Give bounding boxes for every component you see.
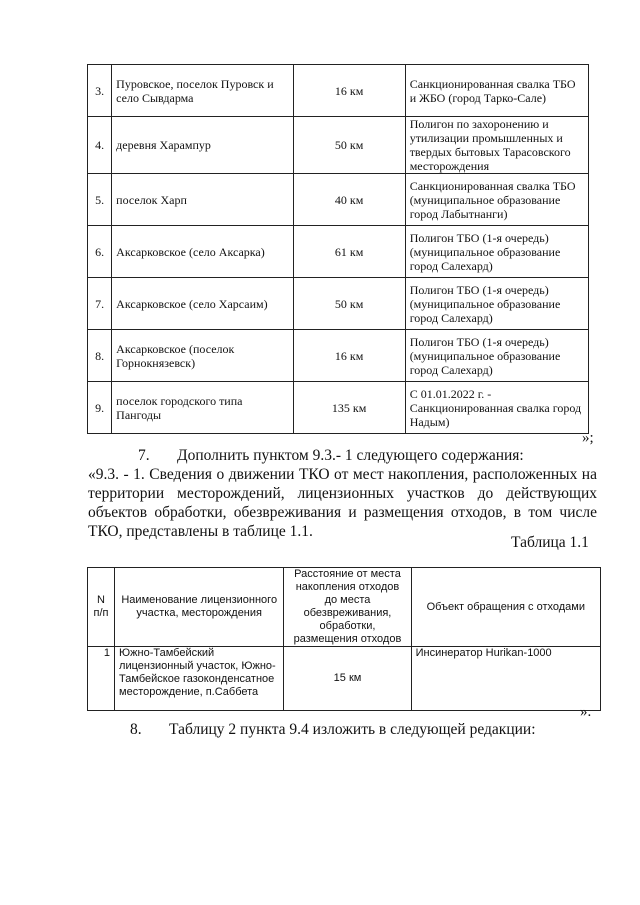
distance: 16 км <box>293 330 405 382</box>
row-number: 1 <box>88 647 115 711</box>
item7-number: 7. <box>138 447 150 464</box>
settlement-name: Пуровское, поселок Пуровск и село Сывдарма <box>112 65 293 117</box>
settlement-name: поселок городского типа Пангоды <box>112 382 293 434</box>
settlement-name: Аксарковское (село Харсаим) <box>112 278 293 330</box>
table-row <box>88 647 601 711</box>
waste-object: Инсинератор Hurikan-1000 <box>411 647 600 711</box>
settlement-name: Аксарковское (село Аксарка) <box>112 226 293 278</box>
license-area-table-body <box>88 647 601 711</box>
header-object: Объект обращения с отходами <box>411 568 600 647</box>
item7-quote-paragraph: «9.3. - 1. Сведения о движении ТКО от мест накопления, расположенных на территории месторождений, лицензионных участков до действующих объектов обработки, обезвреживания и размещения отходов, в том числе ТКО, представлены в таблице 1.1. <box>88 466 597 540</box>
disposal-object: Полигон по захоронению и утилизации промышленных и твердых бытовых Тарасовского месторождения <box>405 117 588 174</box>
license-area-table-header <box>88 568 601 647</box>
item8-text: Таблицу 2 пункта 9.4 изложить в следующей редакции: <box>169 721 536 738</box>
license-area-table <box>87 567 601 711</box>
table-row <box>88 278 589 330</box>
row-number: 7. <box>88 278 112 330</box>
disposal-object: Полигон ТБО (1-я очередь) (муниципальное образование город Салехард) <box>405 226 588 278</box>
row-number: 8. <box>88 330 112 382</box>
table-row <box>88 117 589 174</box>
item7-text: Дополнить пунктом 9.3.- 1 следующего содержания: <box>177 447 524 464</box>
table-row <box>88 65 589 117</box>
row-number: 6. <box>88 226 112 278</box>
distance: 135 км <box>293 382 405 434</box>
disposal-object: Полигон ТБО (1-я очередь) (муниципальное образование город Салехард) <box>405 278 588 330</box>
distance: 61 км <box>293 226 405 278</box>
header-distance: Расстояние от места накопления отходов до места обезвреживания, обработки, размещения отходов <box>284 568 411 647</box>
header-name: Наименование лицензионного участка, месторождения <box>115 568 284 647</box>
table-row <box>88 174 589 226</box>
table-row <box>88 226 589 278</box>
table1-closing-quote: »; <box>582 430 594 446</box>
table-row <box>88 330 589 382</box>
waste-destination-table-body <box>88 65 589 434</box>
row-number: 5. <box>88 174 112 226</box>
row-number: 9. <box>88 382 112 434</box>
settlement-name: поселок Харп <box>112 174 293 226</box>
disposal-object: С 01.01.2022 г. - Санкционированная свалка город Надым) <box>405 382 588 434</box>
license-area-name: Южно-Тамбейский лицензионный участок, Южно-Тамбейское газоконденсатное месторождение, п.Саббета <box>115 647 284 711</box>
distance: 50 км <box>293 278 405 330</box>
settlement-name: деревня Харампур <box>112 117 293 174</box>
settlement-name: Аксарковское (поселок Горнокнязевск) <box>112 330 293 382</box>
distance: 40 км <box>293 174 405 226</box>
distance: 50 км <box>293 117 405 174</box>
disposal-object: Санкционированная свалка ТБО и ЖБО (город Тарко-Сале) <box>405 65 588 117</box>
distance: 16 км <box>293 65 405 117</box>
header-num: N п/п <box>88 568 115 647</box>
table-1-1-label: Таблица 1.1 <box>511 534 589 551</box>
row-number: 4. <box>88 117 112 174</box>
item8-number: 8. <box>130 721 142 738</box>
distance: 15 км <box>284 647 411 711</box>
table-row <box>88 382 589 434</box>
disposal-object: Санкционированная свалка ТБО (муниципальное образование город Лабытнанги) <box>405 174 588 226</box>
row-number: 3. <box>88 65 112 117</box>
table2-closing-quote: ». <box>580 704 592 720</box>
waste-destination-table <box>87 64 589 434</box>
disposal-object: Полигон ТБО (1-я очередь) (муниципальное образование город Салехард) <box>405 330 588 382</box>
